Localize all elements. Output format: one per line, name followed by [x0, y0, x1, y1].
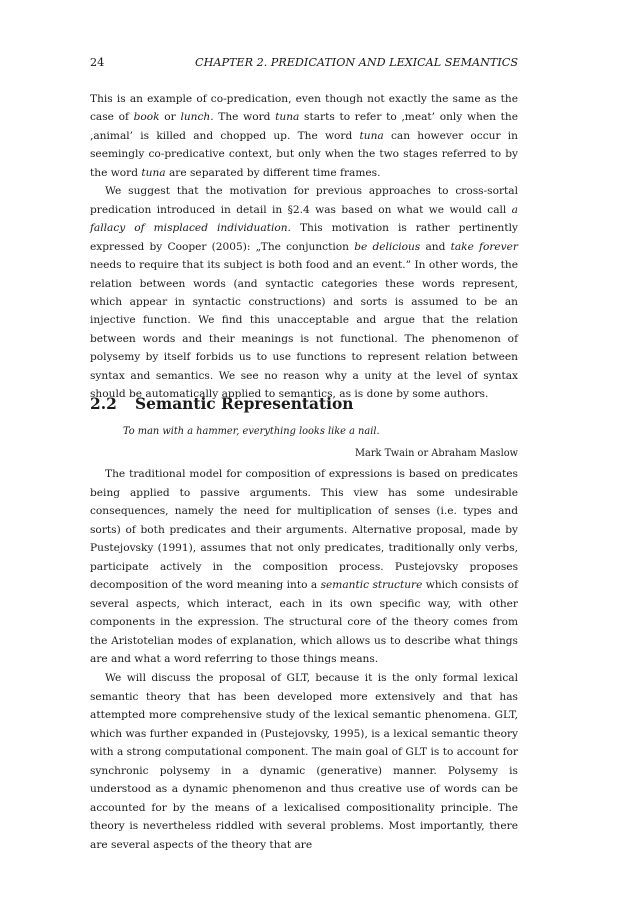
text-run: and — [420, 240, 451, 253]
text-run: needs to require that its subject is both food and an event.” In other words, the relation between words (and syntactic categories these words represent, which appear in syntactic constructions) and sorts is assumed to be an injective function. We find this unacceptable and argue that the relation between words and their meanings is not functional. The phenomenon of polysemy by itself forbids us to use functions to represent relation between syntax and semantics. We see no reason why a unity at the level of syntax should be automatically applied to semantics, as is done by some authors. — [90, 259, 518, 401]
section-title: Semantic Representation — [135, 395, 354, 413]
term-tuna: tuna — [359, 129, 384, 142]
epigraph-quote: To man with a hammer, everything looks like a nail. — [123, 426, 380, 437]
epigraph-attribution: Mark Twain or Abraham Maslow — [354, 448, 518, 459]
term-tuna: tuna — [275, 111, 300, 124]
term-take-forever: take forever — [450, 240, 518, 253]
text-run: can however occur in seemingly co-predicative context, but only when the two stages referred to by the word — [90, 129, 519, 179]
body-text-top — [90, 90, 518, 404]
paragraph-traditional-model — [90, 465, 518, 669]
section-heading — [90, 393, 518, 415]
section-number: 2.2 — [90, 395, 117, 413]
text-run: starts to refer to ‚meat’ only when the ‚animal’ is killed and chopped up. The word — [90, 111, 518, 142]
text-run: We suggest that the motivation for previous approaches to cross-sortal predication introduced in detail in §2.4 was based on what we would call — [90, 185, 518, 216]
page-number: 24 — [90, 56, 105, 69]
term-book: book — [133, 111, 160, 124]
chapter-title: CHAPTER 2. PREDICATION AND LEXICAL SEMANTICS — [195, 56, 518, 69]
text-run: The word — [213, 111, 276, 124]
text-run: or — [159, 111, 181, 124]
body-text-bottom — [90, 465, 518, 854]
term-tuna: tuna — [141, 166, 166, 179]
paragraph-copredication — [90, 90, 518, 182]
text-run: This is an example of co-predication, even though not exactly the same as the case of — [90, 93, 518, 124]
term-fallacy: a fallacy of misplaced individuation. — [90, 203, 518, 235]
text-run: are separated by different time frames. — [165, 166, 381, 179]
paragraph-motivation — [90, 182, 518, 403]
running-header — [90, 55, 518, 71]
text-run: The traditional model for composition of expressions is based on predicates being applied to passive arguments. This view has some undesirable consequences, namely the need for multiplication of senses (i.e. types and sorts) of both predicates and their arguments. Alternative proposal, made by Pustejovsky (1991), assumes that not only predicates, traditionally only verbs, participate actively in the composition process. Pustejovsky proposes decomposition of the word meaning into a — [90, 468, 518, 592]
paragraph-glt: We will discuss the proposal of GLT, because it is the only formal lexical semantic theory that has been developed more extensively and that has attempted more comprehensive study of the lexical semantic phenomena. GLT, which was further expanded in (Pustejovsky, 1995), is a lexical semantic theory with a strong computational component. The main goal of GLT is to account for synchronic polysemy in a dynamic (generative) manner. Polysemy is understood as a dynamic phenomenon and thus creative use of words can be accounted for by the means of a lexicalised compositionality principle. The theory is nevertheless riddled with several problems. Most importantly, there are several aspects of the theory that are — [90, 672, 518, 851]
term-lunch: lunch. — [180, 111, 214, 124]
text-run: This motivation is rather pertinently expressed by Cooper (2005): „The conjunction — [90, 222, 518, 253]
text-run: which consists of several aspects, which interact, each in its own specific way, with other components in the expression. The structural core of the theory comes from the Aristotelian modes of explanation, which allows us to describe what things are and what a word referring to those things means. — [90, 579, 518, 666]
term-be-delicious: be delicious — [354, 240, 421, 253]
term-semantic-structure: semantic structure — [320, 579, 423, 592]
